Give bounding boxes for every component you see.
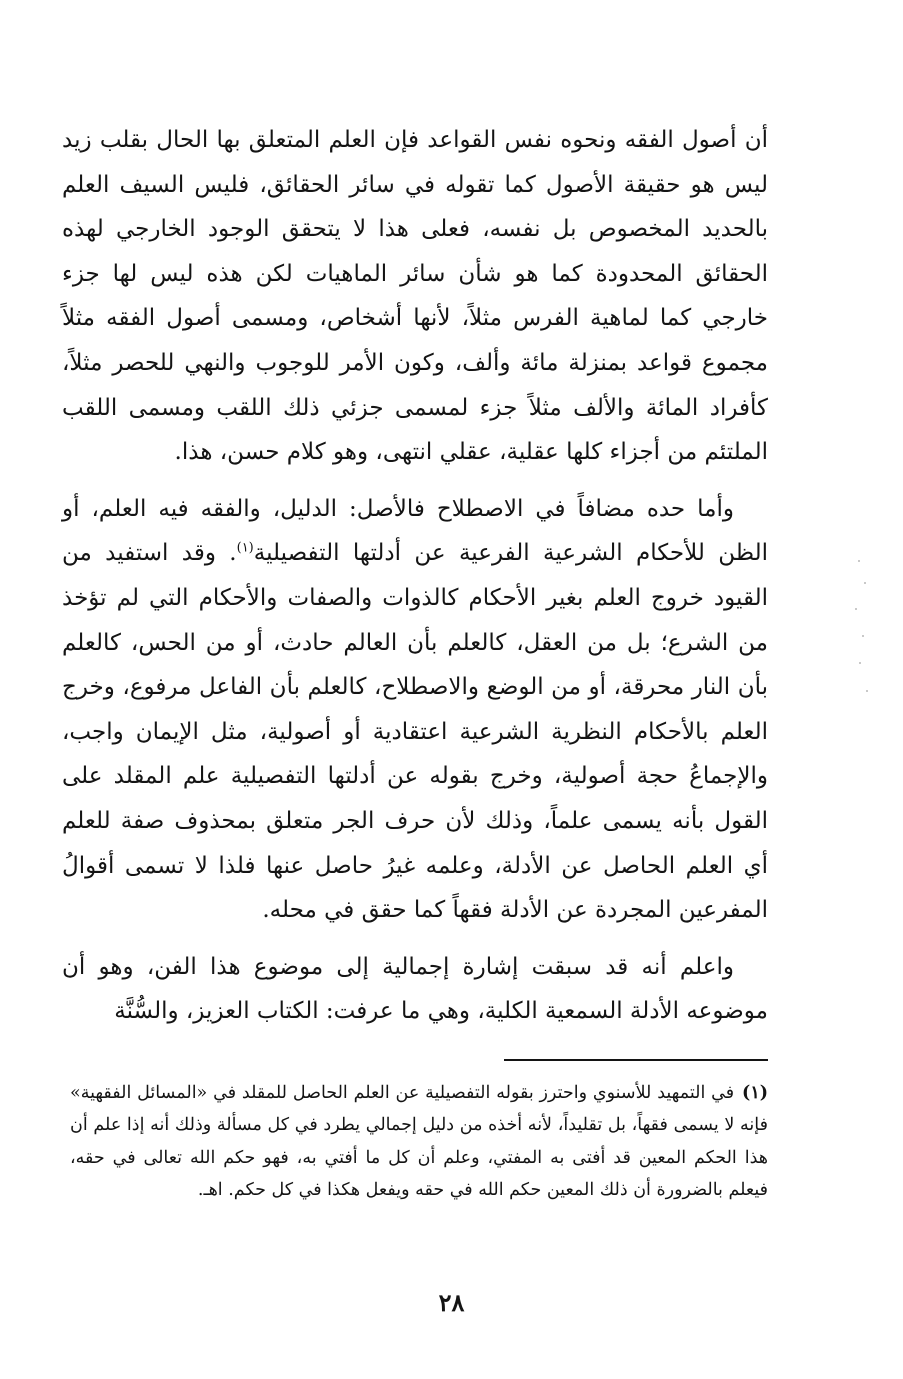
footnote-marker: (١) xyxy=(742,1083,768,1103)
paragraph-3: واعلم أنه قد سبقت إشارة إجمالية إلى موضوع هذا الفن، وهو أن موضوعه الأدلة السمعية الكلية، وهي ما عرفت: الكتاب العزيز، والسُّنَّة xyxy=(62,953,768,1025)
page-number: ٢٨ xyxy=(438,1288,465,1317)
footnote-section xyxy=(70,1077,768,1207)
footnote-reference: (١) xyxy=(236,540,254,556)
paragraph-2 xyxy=(62,487,768,933)
paragraph-1: أن أصول الفقه ونحوه نفس القواعد فإن العلم المتعلق بها الحال بقلب زيد ليس هو حقيقة الأصول كما تقوله في سائر الحقائق، فليس السيف العلم بالحديد المخصوص بل نفسه، فعلى هذا لا يتحقق الوجود الخارجي لهذه الحقائق المحدودة كما هو شأن سائر الماهيات لكن هذه ليس لها جزء خارجي كما لماهية الفرس مثلاً، لأنها أشخاص، ومسمى أصول الفقه مثلاً مجموع قواعد بمنزلة مائة وألف، وكون الأمر للوجوب والنهي للحصر مثلاً، كأفراد المائة والألف مثلاً جزء لمسمى جزئي ذلك اللقب ومسمى اللقب الملتئم من أجزاء كلها عقلية، عقلي انتهى، وهو كلام حسن، هذا. xyxy=(62,127,768,466)
footnote-text: في التمهيد للأسنوي واحترز بقوله التفصيلية عن العلم الحاصل للمقلد في «المسائل الفقهية» فإنه لا يسمى فقهاً، بل تقليداً، لأنه أخذه من دليل إجمالي يطرد في كل مسألة وذلك أنه إذا علم أن هذا الحكم المعين قد أفتى به المفتي، وعلم أن كل ما أفتي به، فهو حكم الله تعالى في حقه، فيعلم بالضرورة أن ذلك المعين حكم الله في حقه ويفعل هكذا في كل حكم. اهـ. xyxy=(70,1083,768,1201)
scan-noise xyxy=(852,560,872,700)
paragraph-2-text-after-marker: . وقد استفيد من القيود خروج العلم بغير الأحكام كالذوات والصفات والأحكام التي لم تؤخذ من الشرع؛ بل من العقل، كالعلم بأن العالم حادث، أو من الحس، كالعلم بأن النار محرقة، أو من الوضع والاصطلاح، كالعلم بأن الفاعل مرفوع، وخرج العلم بالأحكام النظرية الشرعية اعتقادية أو أصولية، مثل الإيمان واجب، والإجماعُ حجة أصولية، وخرج بقوله عن أدلتها التفصيلية علم المقلد على القول بأنه يسمى علماً، وذلك لأن حرف الجر متعلق بمحذوف صفة للعلم أي العلم الحاصل عن الأدلة، وعلمه غيرُ حاصل عنها فلذا لا تسمى أقوالُ المفرعين المجردة عن الأدلة فقهاً كما حقق في محله. xyxy=(62,540,768,924)
footnote-separator xyxy=(504,1059,768,1061)
main-text xyxy=(62,118,768,1034)
paragraph-2-text-before-marker: وأما حده مضافاً في الاصطلاح فالأصل: الدليل، والفقه فيه العلم، أو الظن للأحكام الشرعية الفرعية عن أدلتها التفصيلية xyxy=(62,495,768,567)
